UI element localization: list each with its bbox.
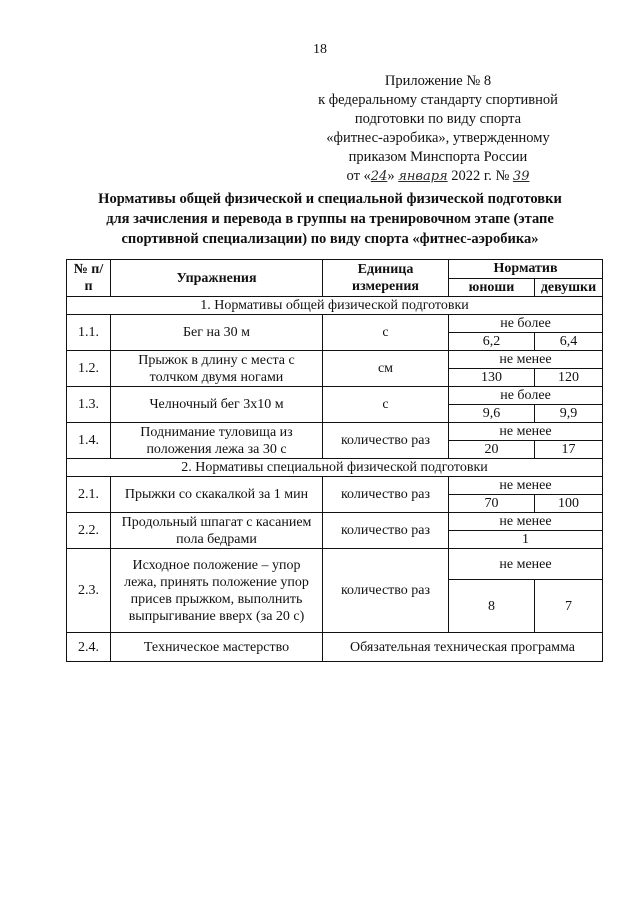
- header-norm: Норматив: [449, 260, 603, 279]
- row-num: 2.4.: [67, 633, 111, 662]
- section-title: 1. Нормативы общей физической подготовки: [67, 297, 603, 315]
- section-row: [67, 459, 603, 477]
- appendix-line-4: «фитнес-аэробика», утвержденному: [326, 130, 550, 146]
- date-year: 2022 г. №: [451, 168, 510, 184]
- row-exercise: Исходное положение – упор лежа, принять положение упор присев прыжком, выполнить выпрыгивание вверх (за 20 с): [111, 549, 323, 633]
- table-row: [67, 315, 603, 333]
- row-qualifier: не менее: [449, 351, 603, 369]
- table-row: [67, 351, 603, 369]
- row-num: 1.3.: [67, 387, 111, 423]
- row-qualifier: не более: [449, 315, 603, 333]
- header-girls: девушки: [535, 278, 603, 297]
- row-qualifier: не менее: [449, 423, 603, 441]
- appendix-date-line: [288, 167, 588, 186]
- value-boys: 9,6: [449, 405, 535, 423]
- row-num: 2.2.: [67, 513, 111, 549]
- table-row: [67, 387, 603, 405]
- table-row: [67, 549, 603, 580]
- table-row: [67, 633, 603, 662]
- row-num: 1.4.: [67, 423, 111, 459]
- row-exercise: Челночный бег 3х10 м: [111, 387, 323, 423]
- section-row: [67, 297, 603, 315]
- header-unit: Единица измерения: [323, 260, 449, 297]
- value-boys: 8: [449, 580, 535, 633]
- date-day: 24: [370, 169, 388, 184]
- section-title: 2. Нормативы специальной физической подготовки: [67, 459, 603, 477]
- row-unit: с: [323, 315, 449, 351]
- title-line-2: для зачисления и перевода в группы на тренировочном этапе (этапе: [106, 211, 554, 227]
- date-month: января: [398, 169, 448, 184]
- row-qualifier: не менее: [449, 549, 603, 580]
- header-exercise: Упражнения: [111, 260, 323, 297]
- table-row: [67, 423, 603, 441]
- value-girls: 17: [535, 441, 603, 459]
- value-girls: 7: [535, 580, 603, 633]
- value-boys: 6,2: [449, 333, 535, 351]
- page-number: 18: [313, 42, 327, 57]
- row-exercise: Продольный шпагат с касанием пола бедрами: [111, 513, 323, 549]
- value-girls: 9,9: [535, 405, 603, 423]
- appendix-line-3: подготовки по виду спорта: [354, 111, 522, 127]
- norms-table: [66, 259, 603, 662]
- row-qualifier: не менее: [449, 513, 603, 531]
- row-num: 2.1.: [67, 477, 111, 513]
- row-num: 1.1.: [67, 315, 111, 351]
- value-girls: 6,4: [535, 333, 603, 351]
- row-unit: см: [323, 351, 449, 387]
- row-unit: с: [323, 387, 449, 423]
- header-num: № п/п: [67, 260, 111, 297]
- table-row: [67, 477, 603, 495]
- title-line-1: Нормативы общей физической и специальной физической подготовки: [98, 191, 562, 207]
- appendix-header: [288, 72, 588, 186]
- row-qualifier: не более: [449, 387, 603, 405]
- document-title: [70, 189, 590, 249]
- row-exercise: Прыжки со скакалкой за 1 мин: [111, 477, 323, 513]
- row-qualifier: не менее: [449, 477, 603, 495]
- header-boys: юноши: [449, 278, 535, 297]
- value-boys: 20: [449, 441, 535, 459]
- row-exercise: Прыжок в длину с места с толчком двумя ногами: [111, 351, 323, 387]
- value-both: 1: [449, 531, 603, 549]
- row-norm-text: Обязательная техническая программа: [323, 633, 603, 662]
- row-unit: количество раз: [323, 549, 449, 633]
- value-boys: 130: [449, 369, 535, 387]
- order-number: 39: [512, 169, 530, 184]
- value-boys: 70: [449, 495, 535, 513]
- row-unit: количество раз: [323, 423, 449, 459]
- appendix-line-1: Приложение № 8: [384, 73, 492, 89]
- appendix-line-2: к федеральному стандарту спортивной: [318, 92, 558, 108]
- value-girls: 120: [535, 369, 603, 387]
- header-row: [67, 260, 603, 279]
- row-unit: количество раз: [323, 513, 449, 549]
- row-exercise: Бег на 30 м: [111, 315, 323, 351]
- date-prefix: от «: [346, 168, 371, 184]
- row-exercise: Техническое мастерство: [111, 633, 323, 662]
- row-num: 1.2.: [67, 351, 111, 387]
- appendix-line-5: приказом Минспорта России: [348, 149, 528, 165]
- table-row: [67, 513, 603, 531]
- title-line-3: спортивной специализации) по виду спорта «фитнес-аэробика»: [121, 231, 539, 247]
- row-num: 2.3.: [67, 549, 111, 633]
- value-girls: 100: [535, 495, 603, 513]
- row-exercise: Поднимание туловища из положения лежа за 30 с: [111, 423, 323, 459]
- row-unit: количество раз: [323, 477, 449, 513]
- date-mid: »: [387, 168, 395, 184]
